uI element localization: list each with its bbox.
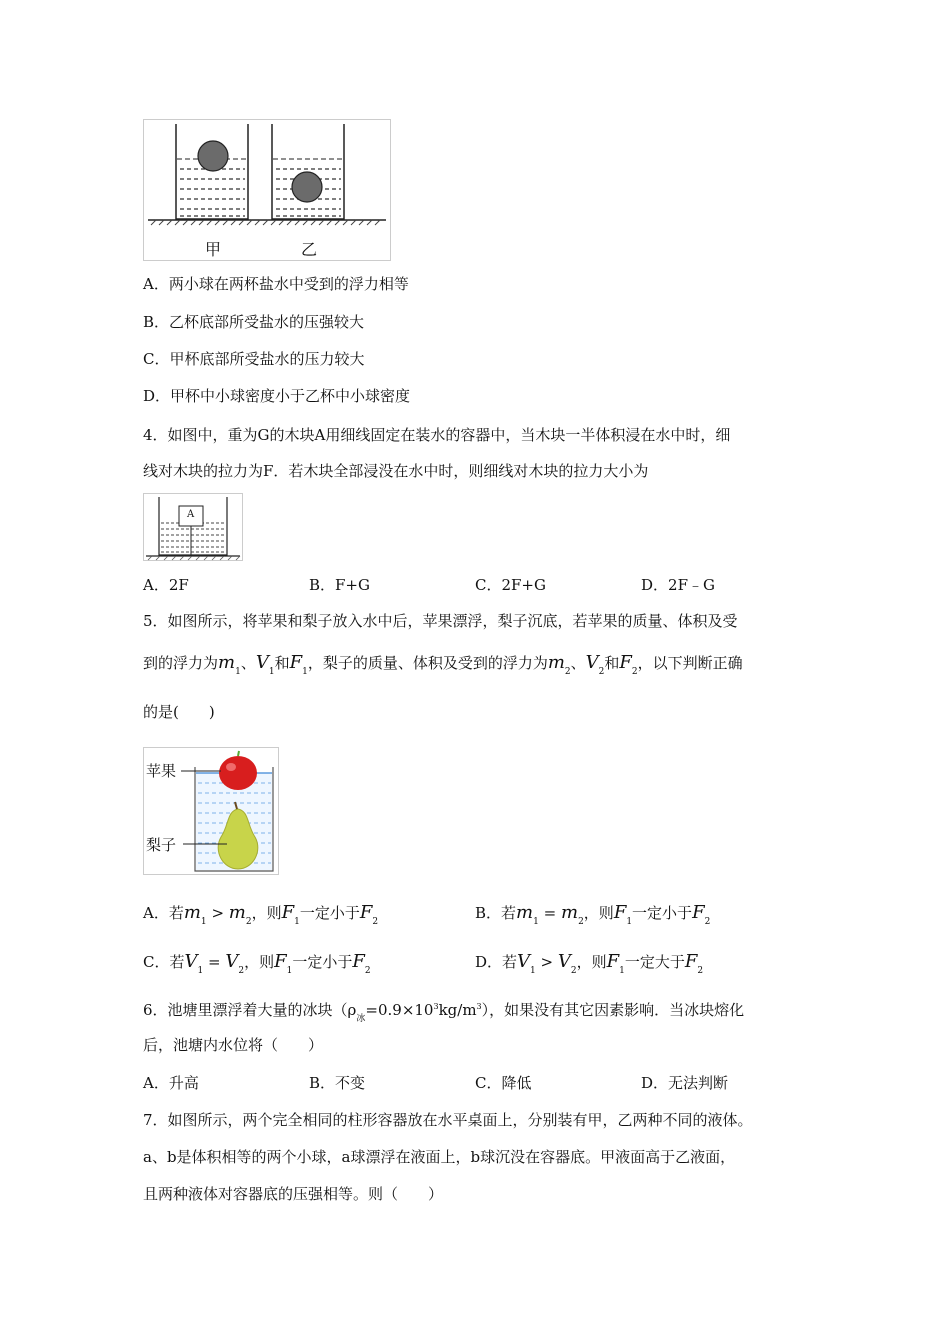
q5-option-b: B．若$m_1 = m_2$，则$F_1$一定小于$F_2$ [475,902,711,927]
q4-option-c: C．2F+G [475,576,546,594]
fig-label-apple: 苹果 [146,762,177,780]
q4-option-b: B．F+G [309,576,370,594]
q5-line-2: 到的浮力为$m_1$、$V_1$和$F_1$，梨子的质量、体积及受到的浮力为$m_2$、$V_2$和$F_2$，以下判断正确 [143,652,743,677]
q3-option-c: C．甲杯底部所受盐水的压力较大 [143,350,365,368]
q3-option-a: A．两小球在两杯盐水中受到的浮力相等 [143,275,409,293]
q6-option-c: C．降低 [475,1074,532,1092]
q6-line-2: 后，池塘内水位将（ ） [143,1036,324,1054]
q7-line-3: 且两种液体对容器底的压强相等。则（ ） [143,1185,444,1203]
q3-option-d: D．甲杯中小球密度小于乙杯中小球密度 [143,387,411,405]
fig1-label-yi: 乙 [301,240,318,259]
q6-option-a: A．升高 [143,1074,199,1092]
q5-line-1: 5．如图所示，将苹果和梨子放入水中后，苹果漂浮，梨子沉底，若苹果的质量、体积及受 [143,612,738,630]
figure-wood-block [143,493,243,561]
q4-option-a: A．2F [143,576,189,594]
q6-option-b: B．不变 [309,1074,366,1092]
q5-option-d: D．若$V_1 > V_2$，则$F_1$一定大于$F_2$ [475,951,704,976]
q5-option-a: A．若$m_1 > m_2$，则$F_1$一定小于$F_2$ [143,902,379,927]
q4-line-1: 4．如图中，重为G的木块A用细线固定在装水的容器中，当木块一半体积浸在水中时，细 [143,426,731,444]
q5-option-c: C．若$V_1 = V_2$，则$F_1$一定小于$F_2$ [143,951,371,976]
q6-option-d: D．无法判断 [641,1074,729,1092]
q4-line-2: 线对木块的拉力为F．若木块全部浸没在水中时，则细线对木块的拉力大小为 [143,462,649,480]
fig1-label-jia: 甲 [205,240,222,259]
q5-line-3: 的是( ) [143,703,215,721]
q4-option-d: D．2F﹣G [641,576,715,594]
q6-line-1: 6．池塘里漂浮着大量的冰块$(\rho_冰=0.9\times 10^3kg/m^3)$，如果没有其它因素影响．当冰块熔化 [143,1001,745,1024]
figure-beakers [143,119,391,261]
figure-apple-pear [143,747,279,875]
q3-option-b: B．乙杯底部所受盐水的压强较大 [143,313,365,331]
q7-line-1: 7．如图所示，两个完全相同的柱形容器放在水平桌面上，分别装有甲，乙两种不同的液体。 [143,1111,753,1129]
q7-line-2: a、b是体积相等的两个小球，a球漂浮在液面上，b球沉没在容器底。甲液面高于乙液面， [143,1148,736,1166]
fig-wood-block-label: A [187,509,195,520]
fig-label-pear: 梨子 [146,836,177,854]
